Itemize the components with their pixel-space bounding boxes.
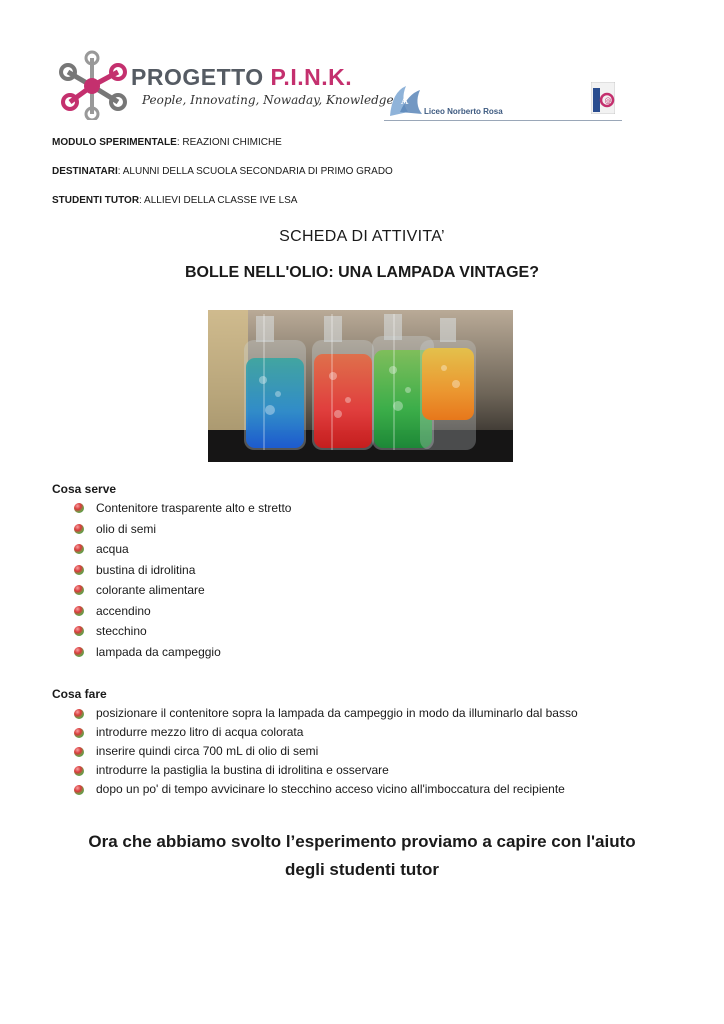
closing-statement — [0, 828, 724, 884]
list-item-text: Contenitore trasparente alto e stretto — [96, 501, 292, 515]
saperi-logo — [591, 82, 615, 114]
list-item — [74, 498, 291, 519]
project-title-main: PROGETTO — [131, 64, 271, 90]
list-item-text: introdurre la pastiglia la bustina di idrolitina e osservare — [96, 763, 389, 777]
meta-tutor — [52, 195, 297, 206]
list-item — [74, 601, 291, 622]
tutor-label: STUDENTI TUTOR — [52, 195, 140, 206]
tutor-value: : ALLIEVI DELLA CLASSE IVE LSA — [139, 195, 298, 206]
liceo-crest-icon — [386, 82, 426, 120]
list-item — [74, 621, 291, 642]
svg-text:A: A — [401, 96, 409, 107]
colored-bottles-image — [208, 310, 513, 462]
list-item-text: stecchino — [96, 624, 147, 638]
bullet-icon — [74, 766, 84, 776]
modulo-value: : REAZIONI CHIMICHE — [176, 137, 282, 148]
list-item — [74, 560, 291, 581]
list-item — [74, 580, 291, 601]
list-item — [74, 704, 578, 723]
bullet-icon — [74, 647, 84, 657]
bullet-icon — [74, 626, 84, 636]
molecule-icon — [56, 50, 130, 120]
project-title — [131, 64, 352, 91]
bullet-icon — [74, 503, 84, 513]
cosa-fare-list — [74, 704, 578, 799]
cosa-serve-heading: Cosa serve — [52, 482, 117, 496]
list-item-text: lampada da campeggio — [96, 644, 221, 659]
list-item-text: olio di semi — [96, 521, 157, 536]
list-item — [74, 780, 578, 799]
list-item-text: colorante alimentare — [96, 583, 205, 597]
project-title-accent: P.I.N.K. — [270, 64, 353, 90]
bullet-icon — [74, 565, 84, 575]
activity-title: BOLLE NELL'OLIO: UNA LAMPADA VINTAGE? — [185, 264, 539, 281]
bullet-icon — [74, 585, 84, 595]
cosa-serve-list — [74, 498, 291, 662]
list-item — [74, 723, 578, 742]
list-item — [74, 761, 578, 780]
list-item-text: bustina di idrolitina — [96, 562, 196, 577]
bullet-icon — [74, 709, 84, 719]
bullet-icon — [74, 524, 84, 534]
svg-text:@: @ — [604, 97, 612, 105]
closing-line-2: degli studenti tutor — [285, 860, 439, 879]
list-item — [74, 519, 291, 540]
list-item — [74, 742, 578, 761]
bullet-icon — [74, 544, 84, 554]
list-item-text: acqua — [96, 542, 129, 556]
document-header — [0, 0, 724, 130]
list-item — [74, 642, 291, 663]
list-item-text: dopo un po' di tempo avvicinare lo stecchino acceso vicino all'imboccatura del recipiente — [96, 782, 565, 796]
project-tagline: People, Innovating, Nowaday, Knowledge — [142, 93, 394, 107]
list-item-text: introdurre mezzo litro di acqua colorata — [96, 725, 304, 739]
bullet-icon — [74, 785, 84, 795]
list-item-text: inserire quindi circa 700 mL di olio di semi — [96, 744, 319, 758]
list-item-text: accendino — [96, 603, 151, 618]
list-item — [74, 539, 291, 560]
school-name: Liceo Norberto Rosa — [424, 107, 503, 116]
bullet-icon — [74, 747, 84, 757]
sheet-title: SCHEDA DI ATTIVITA’ — [279, 228, 445, 245]
destinatari-label: DESTINATARI — [52, 166, 118, 177]
closing-line-1: Ora che abbiamo svolto l’esperimento proviamo a capire con l'aiuto — [88, 832, 636, 851]
meta-destinatari — [52, 166, 393, 177]
saperi-logo-icon — [591, 82, 615, 114]
progetto-pink-logo — [56, 50, 394, 120]
list-item-text: posizionare il contenitore sopra la lampada da campeggio in modo da illuminarlo dal basso — [96, 706, 578, 720]
destinatari-value: : ALUNNI DELLA SCUOLA SECONDARIA DI PRIMO GRADO — [117, 166, 393, 177]
bullet-icon — [74, 728, 84, 738]
cosa-fare-heading: Cosa fare — [52, 687, 107, 701]
bullet-icon — [74, 606, 84, 616]
lava-lamp-photo — [208, 310, 513, 462]
modulo-label: MODULO SPERIMENTALE — [52, 137, 177, 148]
liceo-logo-banner — [384, 80, 622, 121]
meta-modulo — [52, 137, 282, 148]
